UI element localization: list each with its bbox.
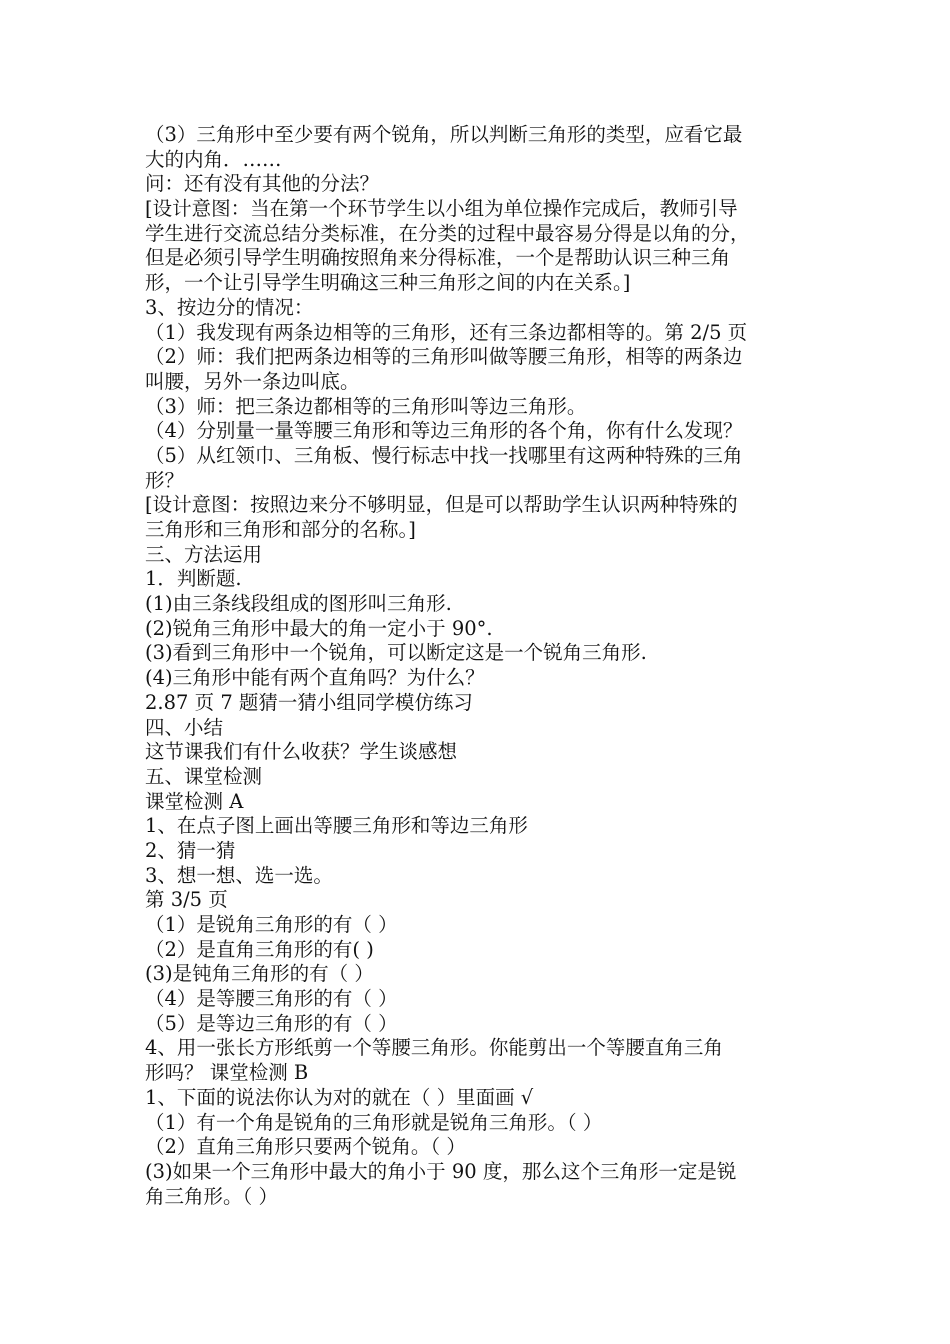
text-line: 角三角形。（ ）: [145, 1184, 278, 1208]
text-line: 1、在点子图上画出等腰三角形和等边三角形: [145, 814, 528, 838]
text-line: (2)锐角三角形中最大的角一定小于 90°.: [145, 616, 493, 640]
document-page: [145, 123, 825, 1209]
text-line: [设计意图：当在第一个环节学生以小组为单位操作完成后，教师引导: [145, 197, 738, 221]
text-line: 这节课我们有什么收获？学生谈感想: [145, 740, 458, 764]
text-line: （1）有一个角是锐角的三角形就是锐角三角形。（ ）: [145, 1110, 603, 1134]
text-line: 4、用一张长方形纸剪一个等腰三角形。你能剪出一个等腰直角三角: [145, 1036, 723, 1060]
text-line: （2）是直角三角形的有( ): [145, 937, 374, 961]
text-line: 大的内角．……: [145, 147, 282, 171]
section-heading: 3、按边分的情况：: [145, 295, 314, 319]
text-line: （4）是等腰三角形的有（ ）: [145, 987, 398, 1011]
text-line: (3)看到三角形中一个锐角，可以断定这是一个锐角三角形.: [145, 641, 647, 665]
text-line: （1）我发现有两条边相等的三角形，还有三条边都相等的。第 2/5 页: [145, 320, 748, 344]
text-line: 学生进行交流总结分类标准，在分类的过程中最容易分得是以角的分，: [145, 221, 750, 245]
text-line: （2）直角三角形只要两个锐角。（ ）: [145, 1135, 466, 1159]
text-line: 1．判断题.: [145, 567, 242, 591]
section-heading: 三、方法运用: [145, 542, 263, 566]
text-line: 形吗？ 课堂检测 B: [145, 1061, 309, 1085]
text-line: 形？: [145, 468, 185, 492]
text-line: 叫腰，另外一条边叫底。: [145, 369, 360, 393]
text-line: (1)由三条线段组成的图形叫三角形.: [145, 592, 452, 616]
text-line: 问：还有没有其他的分法？: [145, 172, 380, 196]
text-line: （3）三角形中至少要有两个锐角，所以判断三角形的类型，应看它最: [145, 123, 743, 146]
text-line: 课堂检测 A: [145, 789, 244, 813]
text-line: 1、下面的说法你认为对的就在（ ）里面画 √: [145, 1085, 534, 1109]
page-number: 第 3/5 页: [145, 888, 228, 912]
text-line: （2）师：我们把两条边相等的三角形叫做等腰三角形，相等的两条边: [145, 345, 743, 369]
text-line: (3)是钝角三角形的有（ ）: [145, 962, 374, 986]
text-line: (3)如果一个三角形中最大的角小于 90 度，那么这个三角形一定是锐: [145, 1159, 737, 1183]
text-line: 但是必须引导学生明确按照角来分得标准，一个是帮助认识三种三角: [145, 246, 731, 270]
text-line: [设计意图：按照边来分不够明显，但是可以帮助学生认识两种特殊的: [145, 493, 738, 517]
text-line: (4)三角形中能有两个直角吗？为什么？: [145, 666, 485, 690]
text-line: （1）是锐角三角形的有（ ）: [145, 913, 398, 936]
section-heading: 五、课堂检测: [145, 764, 263, 788]
section-heading: 四、小结: [145, 715, 224, 739]
text-line: （4）分别量一量等腰三角形和等边三角形的各个角，你有什么发现？: [145, 419, 743, 443]
text-line: （5）是等边三角形的有（ ）: [145, 1011, 398, 1035]
text-line: 形，一个让引导学生明确这三种三角形之间的内在关系。]: [145, 271, 631, 295]
text-line: （3）师：把三条边都相等的三角形叫等边三角形。: [145, 394, 587, 418]
text-line: 2、猜一猜: [145, 838, 236, 862]
text-line: 三角形和三角形和部分的名称。]: [145, 518, 416, 541]
text-line: 3、想一想、选一选。: [145, 863, 333, 887]
text-line: 2.87 页 7 题猜一猜小组同学模仿练习: [145, 690, 473, 714]
text-line: （5）从红领巾、三角板、慢行标志中找一找哪里有这两种特殊的三角: [145, 443, 743, 467]
